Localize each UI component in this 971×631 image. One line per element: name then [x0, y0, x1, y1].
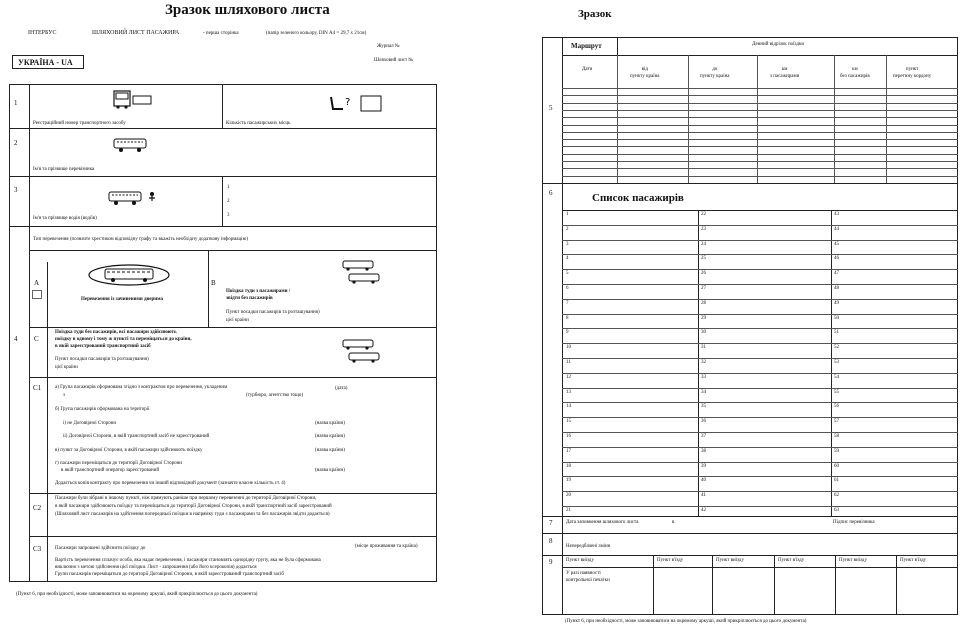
c2-text-3: (Шляховий лист пасажирів на здійснення попередньої поїздки в напрямку туди з пасажирами та без пасажирів звідти додається) [55, 512, 330, 517]
passenger-number: 32 [701, 360, 706, 365]
option-c2-label: С2 [33, 504, 42, 512]
country-label: УКРАЇНА - UA [18, 58, 73, 67]
passenger-number: 28 [701, 300, 706, 306]
route-row-line [562, 168, 958, 169]
driver-line-2: 2 [227, 199, 230, 204]
route-row-line [562, 146, 958, 147]
passenger-row-line [562, 314, 958, 315]
r9-col-5: Пункт виїзду [839, 558, 867, 563]
left-page-title: Зразок шляхового листа [165, 2, 330, 18]
c3-country: (місце проживання та країна) [355, 544, 418, 549]
c1-b-i-country: (назва країни) [315, 421, 345, 426]
passenger-row-line [562, 402, 958, 403]
bus-closed-doors-icon [87, 262, 171, 288]
passenger-number: 15 [566, 419, 571, 425]
c2-text-2: в якій пасажири здійснюють поїздку та переміщаться до території Договірної Сторони, в якій транспортний засіб зареєстрований [55, 504, 332, 509]
passenger-row-line [562, 269, 958, 270]
c3-text-4: Групи пасажирів переміщаться до території Договірної Сторони, в якій зареєстрований транспортний засіб [55, 572, 284, 577]
c3-text-2: Вартість перевезення сплачує особа, яка надає перевезення, і пасажири становлять однорідну групу, яка не була сформована [55, 558, 321, 563]
col-km-without: км без пасажирів [840, 67, 870, 79]
passenger-number: 50 [834, 315, 839, 321]
daily-segment-label: Денний відрізок поїздки [752, 42, 805, 47]
bus-round-trip-icon [341, 259, 381, 285]
passenger-number: 55 [834, 389, 839, 395]
passenger-list-title: Список пасажирів [592, 192, 684, 204]
carrier-signature-label: Підпис перевізника [833, 520, 875, 525]
passenger-number: 63 [834, 508, 839, 513]
passenger-number: 2 [566, 226, 569, 232]
passenger-number: 38 [701, 448, 706, 454]
passenger-row-line [562, 240, 958, 241]
passenger-number: 39 [701, 463, 706, 469]
svg-text:?: ? [345, 97, 351, 108]
row3-number: 3 [14, 186, 18, 194]
row9-number: 9 [549, 558, 553, 566]
passenger-number: 42 [701, 508, 706, 513]
option-c1-label: С1 [33, 384, 42, 392]
fill-place-label: в [672, 520, 675, 525]
col-km-with: км з пасажирами [770, 67, 800, 79]
passenger-number: 14 [566, 404, 571, 410]
left-footer-note: (Пункт 6, при необхідності, може заповнюватися на окремому аркуші, який прикріплюється до цього документа) [16, 592, 258, 597]
registration-number-label: Реєстраційний номер транспортного засобу [33, 121, 126, 126]
row7-number: 7 [549, 519, 553, 527]
c1-d-country: (назва країни) [315, 468, 345, 473]
c1-a-agency: (турбюро, агентство тощо) [246, 393, 304, 398]
passenger-number: 35 [701, 404, 706, 410]
passenger-number: 54 [834, 374, 839, 380]
c1-b-text: б) Група пасажирів сформована на території [55, 407, 150, 412]
seat-icon [327, 93, 385, 115]
passenger-number: 6 [566, 286, 569, 291]
passenger-row-line [562, 343, 958, 344]
option-c-text-3: в якій зареєстрований транспортний засіб [55, 344, 151, 349]
passenger-number: 61 [834, 478, 839, 484]
route-row-line [562, 132, 958, 133]
passenger-number: 40 [701, 478, 706, 484]
r9-col-4: Пункт в'їзду [778, 558, 805, 563]
passenger-row-line [562, 358, 958, 359]
passenger-number: 29 [701, 315, 706, 321]
passenger-number: 60 [834, 463, 839, 469]
passenger-number: 9 [566, 330, 569, 336]
passenger-number: 58 [834, 434, 839, 439]
passenger-row-line [562, 417, 958, 418]
option-c-text-2: поїздку в одному і тому ж пункті та переміщаться до країни, [55, 337, 192, 342]
passenger-number: 43 [834, 212, 839, 217]
doc-subtitle: - перша сторінка [203, 31, 239, 36]
passenger-row-line [562, 328, 958, 329]
c1-c-text: в) пункт за Договірної Сторони, в якій пасажири здійснюють поїздку [55, 448, 203, 453]
passenger-number: 11 [566, 360, 571, 365]
passenger-number: 31 [701, 345, 706, 351]
passenger-row-line [562, 476, 958, 477]
route-label: Маршрут [571, 42, 602, 50]
bus-empty-trip-icon [341, 338, 381, 364]
passenger-number: 56 [834, 404, 839, 410]
passenger-number: 24 [701, 241, 706, 247]
passenger-number: 16 [566, 434, 571, 439]
row8-number: 8 [549, 537, 553, 545]
route-row-line [562, 103, 958, 104]
passenger-number: 48 [834, 286, 839, 291]
carrier-name-label: Ім'я та прізвище перевізника [33, 167, 95, 172]
passenger-number: 52 [834, 345, 839, 351]
passenger-number: 4 [566, 256, 569, 262]
option-a-checkbox[interactable] [32, 290, 42, 299]
c1-attachment: Додається копія контракту про перевезення чи інший відповідний документ (зазначте власне кількість ст. 4) [55, 481, 286, 486]
passenger-number: 33 [701, 374, 706, 380]
bus-side-icon [113, 137, 149, 153]
passenger-number: 13 [566, 389, 571, 395]
driver-name-label: Ім'я та прізвище водія (водіїв) [33, 216, 97, 221]
driver-line-1: 1 [227, 185, 230, 190]
passenger-row-line [562, 373, 958, 374]
c1-b-ii: ii) Договірної Сторони, в якій транспортний засіб не зареєстрований [63, 434, 210, 439]
bus-driver-icon [108, 190, 160, 206]
seat-count-label: Кількість пасажирських місць [226, 121, 291, 126]
right-footer-note: (Пункт 6, при необхідності, може заповнюватися на окремому аркуші, який прикріплюється до цього документа) [565, 619, 807, 624]
passenger-number: 21 [566, 508, 571, 513]
unexpected-changes-label: Непередбачені зміни [566, 544, 611, 549]
option-c-letter: С [34, 335, 39, 343]
transport-type-label: Тип перевезення (позначте хрестиком відповідну графу та вкажіть необхідну додаткову інформацію) [33, 237, 248, 242]
driver-line-3: 3 [227, 213, 230, 218]
passenger-number: 46 [834, 256, 839, 262]
passenger-number: 41 [701, 493, 706, 499]
passenger-number: 18 [566, 463, 571, 469]
passenger-number: 27 [701, 286, 706, 291]
passenger-number: 37 [701, 434, 706, 439]
option-c-sub-2: цієї країни [55, 365, 78, 370]
passenger-number: 3 [566, 241, 569, 247]
c1-b-ii-country: (назва країни) [315, 434, 345, 439]
option-a-text: Перевезення із зачиненими дверима [81, 297, 164, 302]
option-c3-label: С3 [33, 545, 42, 553]
passenger-number: 8 [566, 315, 569, 321]
bus-front-icon [113, 90, 153, 110]
journal-number: Журнал № [377, 44, 400, 49]
passenger-number: 25 [701, 256, 706, 262]
r9-col-3: Пункт виїзду [716, 558, 744, 563]
c1-date: (дата) [335, 386, 348, 391]
passenger-number: 36 [701, 419, 706, 425]
route-row-line [562, 176, 958, 177]
route-row-line [562, 95, 958, 96]
passenger-number: 17 [566, 448, 571, 454]
route-row-line [562, 117, 958, 118]
passenger-row-line [562, 388, 958, 389]
route-row-line [562, 154, 958, 155]
passenger-number: 45 [834, 241, 839, 247]
passenger-number: 10 [566, 345, 571, 351]
option-b-letter: В [211, 279, 216, 287]
passenger-row-line [562, 254, 958, 255]
passenger-number: 26 [701, 271, 706, 277]
row4-number: 4 [14, 335, 18, 343]
control-stamp-label-2: контрольної печатки [566, 578, 610, 583]
passenger-number: 23 [701, 226, 706, 232]
control-stamp-label-1: У разі наявності [566, 571, 601, 576]
doc-title: ШЛЯХОВИЙ ЛИСТ ПАСАЖИРА [92, 30, 180, 36]
option-a-letter: А [34, 279, 40, 287]
passenger-row-line [562, 225, 958, 226]
passenger-row-line [562, 462, 958, 463]
passenger-number: 62 [834, 493, 839, 499]
c1-d-text-2: в якій транспортний оператор зареєстрований [61, 468, 160, 473]
passenger-number: 49 [834, 300, 839, 306]
passenger-number: 59 [834, 448, 839, 454]
option-b-sub-2: цієї країни [226, 318, 249, 323]
r9-col-1: Пункт виїзду [566, 558, 594, 563]
c2-text-1: Пасажири були зібрані в іншому пункті, ніж прямують раніше при першому перевезенні до території Договірної Сторони, [55, 496, 317, 501]
c1-a-with: з [63, 393, 65, 398]
passenger-number: 30 [701, 330, 706, 336]
right-page-title: Зразок [578, 8, 612, 20]
passenger-number: 1 [566, 212, 569, 217]
row6-number: 6 [549, 189, 553, 197]
row2-number: 2 [14, 139, 18, 147]
passenger-number: 34 [701, 389, 706, 395]
option-b-sub-1: Пункт посадки пасажирів та розташування) [226, 310, 320, 315]
row5-number: 5 [549, 104, 553, 112]
passenger-number: 51 [834, 330, 839, 336]
sheet-number: Шляховий лист № [374, 58, 414, 63]
passenger-number: 57 [834, 419, 839, 425]
option-c-sub-1: Пункт посадки пасажирів та розташування) [55, 357, 149, 362]
col-from: від пункту країна [630, 67, 660, 79]
passenger-number: 44 [834, 226, 839, 232]
passenger-row-line [562, 447, 958, 448]
route-row-line [562, 125, 958, 126]
c3-text: Пасажири запрошені здійснити поїздку до [55, 546, 146, 551]
passenger-number: 5 [566, 271, 569, 277]
c1-c-country: (назва країни) [315, 448, 345, 453]
c3-text-3: виключно з метою здійснення цієї поїздки. Лист - запрошення (або його ксерокопія) додається [55, 565, 257, 570]
c1-d-text-1: г) пасажири переміщаться до території Договірної Сторони [55, 461, 182, 466]
option-b-text-2: звідти без пасажирів [226, 296, 273, 301]
passenger-row-line [562, 491, 958, 492]
option-b-text-1: Поїздка туди з пасажирами / [226, 289, 291, 294]
passenger-number: 20 [566, 493, 571, 499]
col-to: до пункту країна [700, 67, 730, 79]
passenger-row-line [562, 299, 958, 300]
interbus-label: ІНТЕРБУС [28, 30, 57, 36]
passenger-number: 47 [834, 271, 839, 277]
r9-col-2: Пункт в'їзду [657, 558, 684, 563]
route-row-line [562, 161, 958, 162]
option-c-text-1: Поїздка туди без пасажирів, всі пасажири здійснюють [55, 330, 177, 335]
passenger-number: 12 [566, 374, 571, 380]
passenger-row-line [562, 284, 958, 285]
passenger-number: 7 [566, 300, 569, 306]
route-row-line [562, 139, 958, 140]
c1-b-i: і) не Договірної Сторони [63, 421, 117, 426]
paper-format: (папір зеленого кольору, DIN А4 = 29,7 х 21см) [266, 31, 367, 36]
route-row-line [562, 110, 958, 111]
c1-a-text: а) Група пасажирів сформована згідно з контрактом про перевезення, укладеним [55, 385, 228, 390]
row1-number: 1 [14, 99, 18, 107]
fill-date-label: Дата заповнення шляхового листа [566, 520, 639, 525]
col-dates: Дати [582, 67, 593, 72]
passenger-row-line [562, 506, 958, 507]
r9-col-6: Пункт в'їзду [900, 558, 927, 563]
passenger-row-line [562, 432, 958, 433]
passenger-number: 22 [701, 212, 706, 217]
col-border: пункт перетину кордону [893, 67, 932, 79]
passenger-number: 19 [566, 478, 571, 484]
route-row-line [562, 88, 958, 89]
passenger-number: 53 [834, 360, 839, 365]
